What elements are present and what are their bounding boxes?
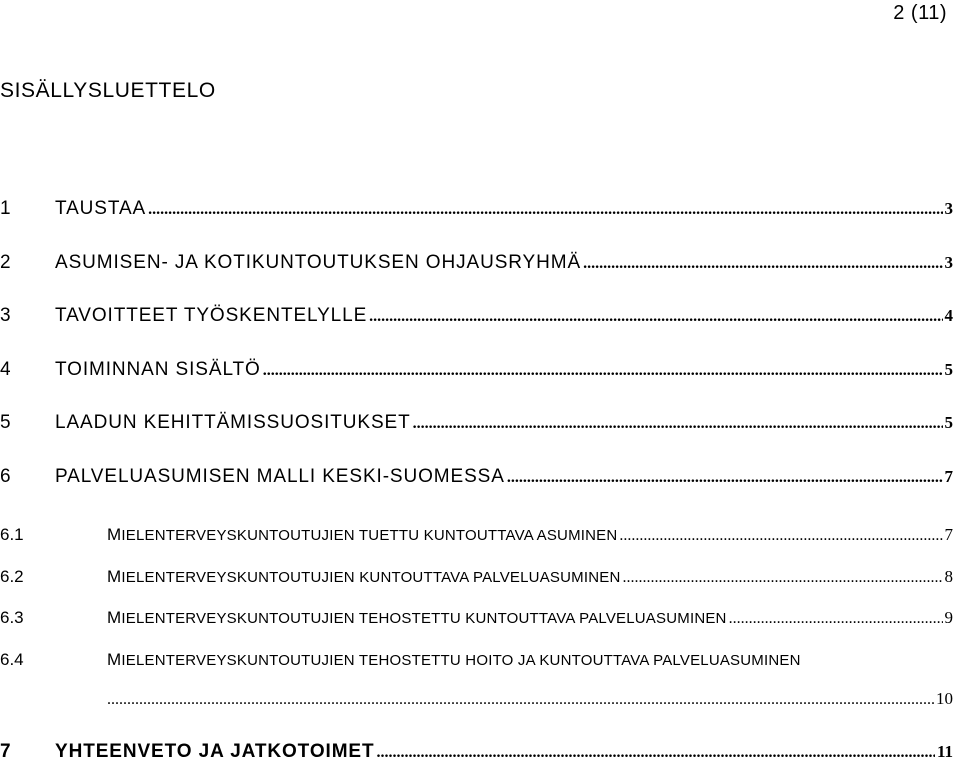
toc-entry-number: 6 [0,466,11,487]
toc-entry-page: 4 [944,306,953,325]
toc-entry-title: MIELENTERVEYSKUNTOUTUJIEN TEHOSTETTU HOITO JA KUNTOUTTAVA PALVELUASUMINEN [107,650,801,669]
toc-entry-title: MIELENTERVEYSKUNTOUTUJIEN TEHOSTETTU KUNTOUTTAVA PALVELUASUMINEN [107,608,727,627]
toc-entry-title: ASUMISEN- JA KOTIKUNTOUTUKSEN OHJAUSRYHMÄ [55,252,582,273]
toc-entry-title: YHTEENVETO JA JATKOTOIMET [55,741,375,762]
toc-entry-7[interactable] [0,741,953,763]
toc-entry-title: PALVELUASUMISEN MALLI KESKI-SUOMESSA [55,466,505,487]
toc-entry-number: 3 [0,305,11,326]
toc-entry-title: TAVOITTEET TYÖSKENTELYLLE [55,305,368,326]
toc-entry-6-2[interactable] [0,567,953,587]
toc-entry-number: 6.4 [0,650,24,669]
toc-entry-6[interactable] [0,466,953,488]
toc-entry-page: 7 [944,467,953,486]
dot-leader [583,255,942,273]
dot-leader [377,744,935,762]
dot-leader [619,527,942,545]
toc-entry-title: TAUSTAA [55,198,147,219]
toc-entry-title: TOIMINNAN SISÄLTÖ [55,359,261,380]
toc-entry-number: 2 [0,252,11,273]
toc-entry-1[interactable] [0,198,953,220]
dot-leader [107,691,934,709]
dot-leader [623,569,943,587]
toc-entry-number: 5 [0,412,11,433]
dot-leader [507,469,943,487]
toc-entry-4[interactable] [0,359,953,381]
toc-entry-number: 4 [0,359,11,380]
toc-entry-page: 5 [944,360,953,379]
toc-entry-page: 7 [944,525,953,544]
toc-entry-title: MIELENTERVEYSKUNTOUTUJIEN TUETTU KUNTOUTTAVA ASUMINEN [107,525,618,544]
dot-leader [148,201,942,219]
toc-entry-6-4-continuation[interactable] [107,689,953,709]
dot-leader [369,308,942,326]
toc-entry-page: 10 [936,689,953,708]
toc-entry-5[interactable] [0,412,953,434]
dot-leader [729,610,943,628]
toc-entry-title: MIELENTERVEYSKUNTOUTUJIEN KUNTOUTTAVA PALVELUASUMINEN [107,567,621,586]
toc-entry-page: 8 [944,567,953,586]
toc-entry-number: 7 [0,741,11,762]
dot-leader [263,362,943,380]
toc-entry-number: 6.3 [0,608,24,627]
toc-entry-number: 1 [0,198,11,219]
page-number: 2 (11) [893,2,947,24]
toc-entry-page: 3 [944,199,953,218]
toc-entry-number: 6.1 [0,525,24,544]
toc-heading: SISÄLLYSLUETTELO [0,79,216,102]
toc-entry-title: LAADUN KEHITTÄMISSUOSITUKSET [55,412,411,433]
toc-entry-6-1[interactable] [0,525,953,545]
toc-entry-page: 3 [944,253,953,272]
toc-entry-page: 11 [936,742,953,761]
dot-leader [413,415,943,433]
toc-entry-2[interactable] [0,252,953,274]
toc-entry-page: 9 [944,608,953,627]
toc-entry-number: 6.2 [0,567,24,586]
toc-entry-page: 5 [944,413,953,432]
toc-entry-3[interactable] [0,305,953,327]
toc-entry-6-3[interactable] [0,608,953,628]
toc-entry-6-4[interactable] [0,650,953,670]
